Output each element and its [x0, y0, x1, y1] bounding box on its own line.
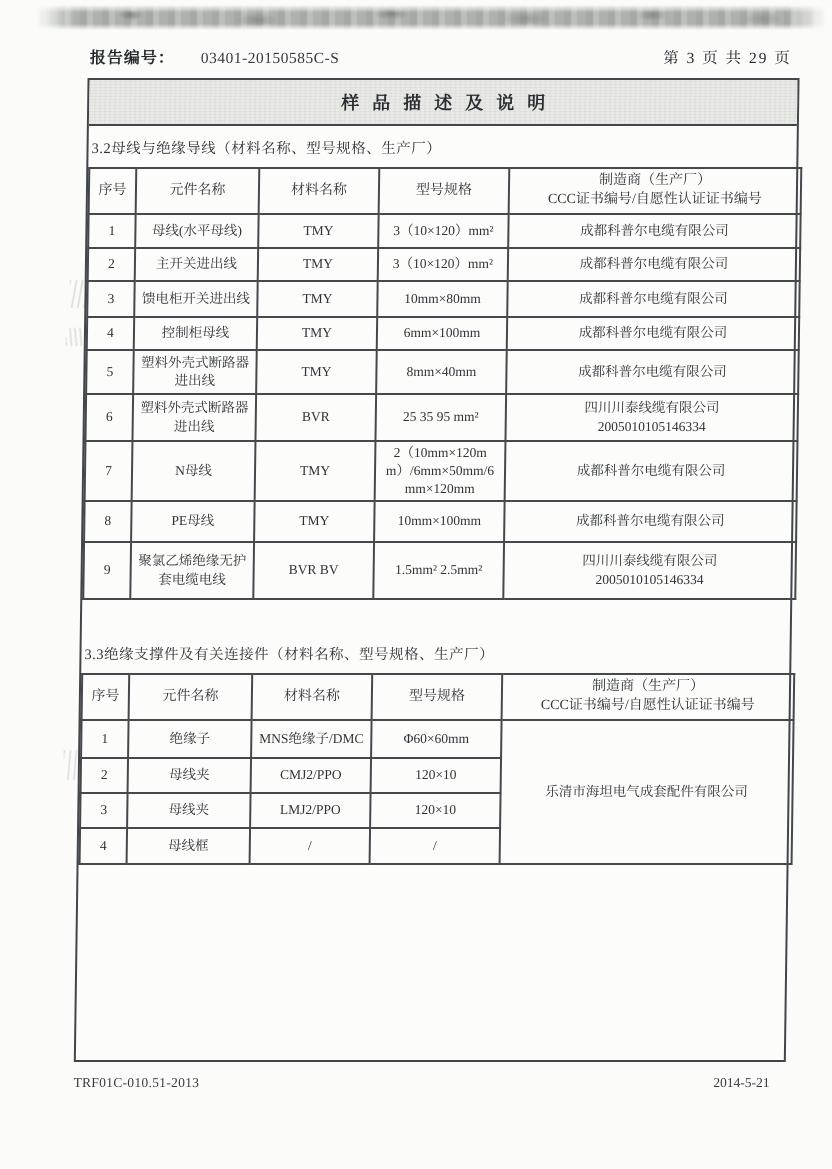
table-cell: 25 35 95 mm² — [375, 394, 506, 441]
table-cell: BVR — [255, 394, 376, 441]
table-cell: 3（10×120）mm² — [378, 214, 508, 248]
margin-handwriting-mark — [66, 328, 83, 346]
section-heading-3-3: 3.3绝缘支撑件及有关连接件（材料名称、型号规格、生产厂） — [84, 647, 495, 663]
table-cell: 成都科普尔电缆有限公司 — [507, 317, 799, 350]
document-frame — [74, 78, 800, 1062]
table-cell: TMY — [258, 248, 378, 281]
report-number — [90, 45, 340, 68]
table-cell: 成都科普尔电缆有限公司 — [507, 281, 800, 317]
table-cell: 四川川泰线缆有限公司 2005010105146334 — [505, 394, 798, 441]
table-cell: 馈电柜开关进出线 — [134, 281, 258, 317]
column-header: 制造商（生产厂） CCC证书编号/自愿性认证证书编号 — [509, 168, 802, 214]
table-cell: 8mm×40mm — [376, 350, 507, 394]
table-cell: 四川川泰线缆有限公司 2005010105146334 — [503, 542, 796, 599]
table-row — [84, 501, 797, 542]
table-cell: 母线框 — [127, 828, 251, 864]
table-cell: 成都科普尔电缆有限公司 — [508, 248, 800, 281]
table-row — [87, 317, 799, 350]
table-cell: 10mm×100mm — [374, 501, 505, 542]
busbar-wire-table — [82, 167, 802, 600]
table-cell: 绝缘子 — [128, 720, 252, 758]
table-cell: 2 — [88, 248, 135, 281]
table-cell: CMJ2/PPO — [251, 758, 371, 793]
table-header-row — [82, 674, 795, 720]
table-row — [85, 441, 798, 501]
table-cell: 成都科普尔电缆有限公司 — [506, 350, 799, 394]
table-cell: 母线夹 — [128, 758, 251, 793]
table-row — [81, 720, 794, 758]
column-header: 型号规格 — [372, 674, 503, 720]
table-cell: 7 — [85, 441, 133, 501]
report-footer — [73, 1069, 785, 1091]
table-cell: 4 — [87, 317, 134, 350]
table-cell: 主开关进出线 — [135, 248, 258, 281]
table-cell: 母线(水平母线) — [135, 214, 258, 248]
table-cell: 成都科普尔电缆有限公司 — [508, 214, 800, 248]
column-header: 型号规格 — [379, 168, 510, 214]
table-cell: 成都科普尔电缆有限公司 — [505, 441, 798, 501]
column-header: 序号 — [82, 674, 130, 720]
table-cell: Φ60×60mm — [371, 720, 502, 758]
table-cell: 塑料外壳式断路器进出线 — [132, 394, 256, 441]
table-row — [88, 248, 800, 281]
table-cell: 9 — [83, 542, 131, 599]
column-header: 材料名称 — [252, 674, 373, 720]
table-cell: TMY — [256, 350, 377, 394]
table-cell: 2（10mm×120mm）/6mm×50mm/6mm×120mm — [375, 441, 506, 501]
table-cell: 6 — [85, 394, 133, 441]
table-cell: TMY — [254, 501, 375, 542]
table-cell: 母线夹 — [127, 793, 250, 828]
table-cell: / — [250, 828, 371, 864]
table-row — [85, 394, 798, 441]
report-number-label: 报告编号： — [89, 50, 175, 67]
table-cell: BVR BV — [253, 542, 374, 599]
table-cell: 3 — [87, 281, 135, 317]
table-cell: MNS绝缘子/DMC — [251, 720, 372, 758]
column-header: 序号 — [89, 168, 137, 214]
scanner-edge-band — [36, 5, 826, 30]
table-cell: TMY — [257, 281, 378, 317]
table-cell: TMY — [258, 214, 378, 248]
table-cell: TMY — [257, 317, 377, 350]
table-cell: 120×10 — [371, 758, 501, 793]
table-cell: N母线 — [132, 441, 256, 501]
merged-manufacturer-cell: 乐清市海坦电气成套配件有限公司 — [500, 720, 794, 864]
table-row — [87, 281, 800, 317]
table-cell: 6mm×100mm — [377, 317, 507, 350]
table-cell: 8 — [84, 501, 132, 542]
column-header: 元件名称 — [129, 674, 253, 720]
table-cell: 10mm×80mm — [377, 281, 508, 317]
report-header — [88, 45, 800, 72]
insulator-connector-table — [79, 673, 796, 865]
report-number-value: 03401-20150585C-S — [200, 50, 340, 67]
table-cell: LMJ2/PPO — [250, 793, 370, 828]
table-cell: 3 — [80, 793, 127, 828]
table-cell: 成都科普尔电缆有限公司 — [504, 501, 797, 542]
table-cell: 1 — [88, 214, 135, 248]
document-title: 样品描述及说明 — [341, 93, 559, 113]
column-header: 制造商（生产厂） CCC证书编号/自愿性认证证书编号 — [502, 674, 795, 720]
table-cell: PE母线 — [131, 501, 255, 542]
page-indicator: 第 3 页 共 29 页 — [663, 50, 792, 67]
scanned-page — [73, 45, 800, 1091]
table-cell: 120×10 — [370, 793, 500, 828]
table-cell: 5 — [86, 350, 134, 394]
table-cell: / — [370, 828, 501, 864]
table-cell: 4 — [80, 828, 128, 864]
table-cell: 3（10×120）mm² — [378, 248, 508, 281]
section-heading-3-2: 3.2母线与绝缘导线（材料名称、型号规格、生产厂） — [91, 141, 442, 157]
table-cell: 2 — [81, 758, 128, 793]
table-cell: TMY — [255, 441, 376, 501]
table-row — [86, 350, 799, 394]
table-cell: 聚氯乙烯绝缘无护套电缆电线 — [130, 542, 254, 599]
footer-date: 2014-5-21 — [713, 1075, 770, 1090]
table-row — [83, 542, 796, 599]
column-header: 材料名称 — [259, 168, 380, 214]
table-cell: 控制柜母线 — [134, 317, 257, 350]
table-cell: 1.5mm² 2.5mm² — [373, 542, 504, 599]
footer-form-code: TRF01C-010.51-2013 — [73, 1075, 200, 1090]
table-cell: 塑料外壳式断路器进出线 — [133, 350, 257, 394]
table-row — [88, 214, 800, 248]
table-cell: 1 — [81, 720, 129, 758]
table-header-row — [89, 168, 802, 214]
column-header: 元件名称 — [136, 168, 260, 214]
title-band — [89, 80, 798, 126]
